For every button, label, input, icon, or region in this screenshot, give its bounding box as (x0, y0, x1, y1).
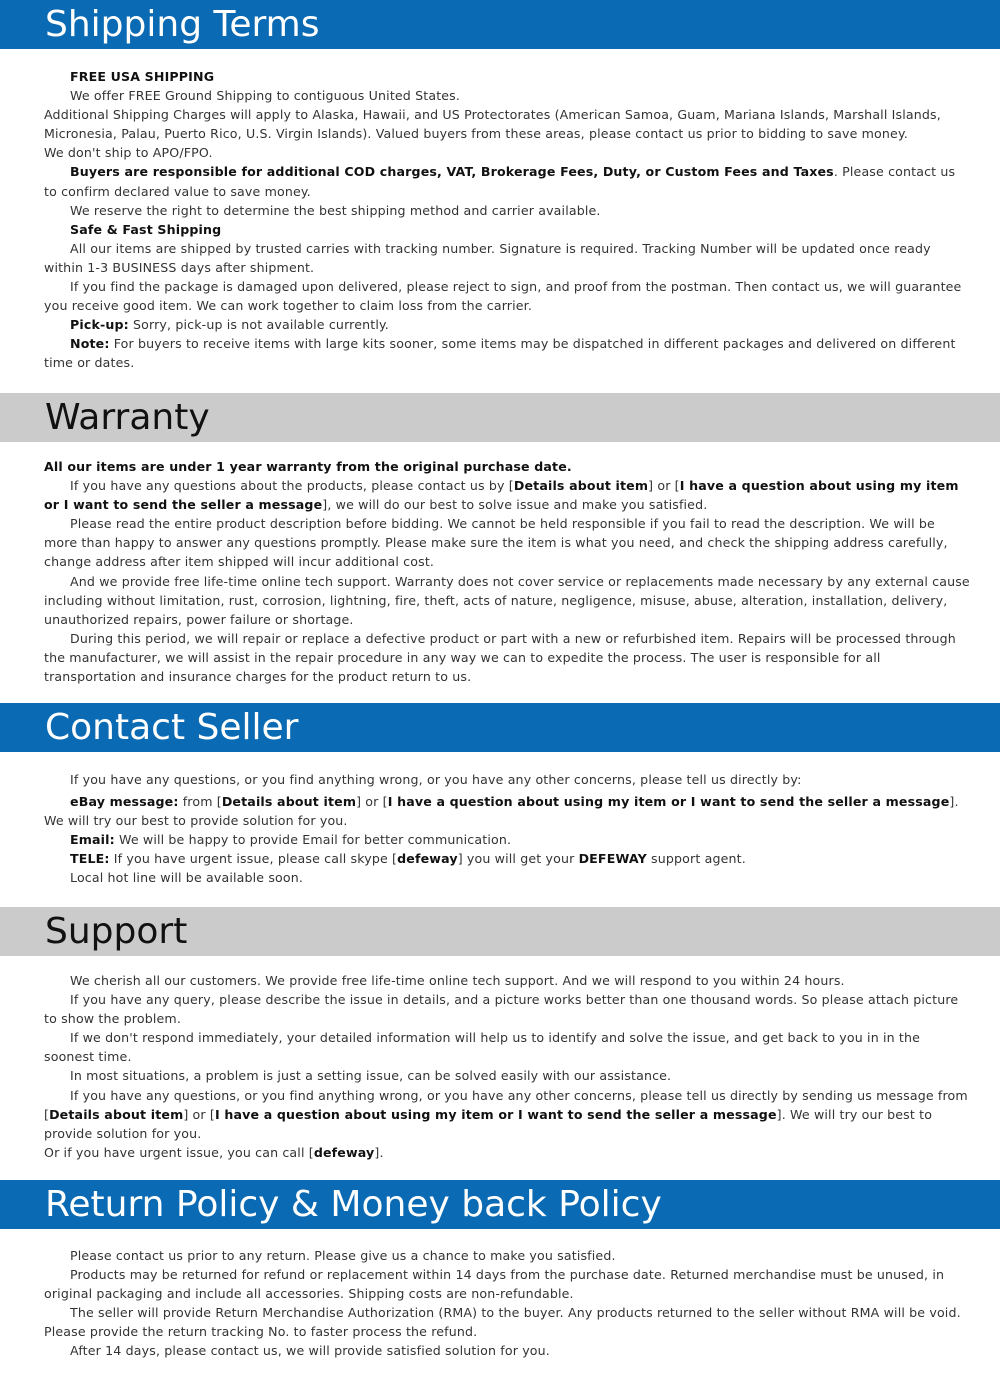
tele-paragraph: TELE: If you have urgent issue, please call skype [defeway] you will get your DEFEWAY support agent. (70, 851, 746, 867)
warranty-paragraph: During this period, we will repair or replace a defective product or part with a new or refurbished item. Repairs will be processed through the manufacturer, we will assist in the repair procedure in any way we can to expedite the process. The user is responsible for all transportation and insurance charges for the product return to us. (44, 630, 956, 685)
shipping-paragraph: All our items are shipped by trusted carries with tracking number. Signature is required. Tracking Number will be updated once ready within 1-3 BUSINESS days after shipment. (44, 240, 931, 275)
shipping-paragraph: Additional Shipping Charges will apply to Alaska, Hawaii, and US Protectorates (American Samoa, Guam, Mariana Islands, Marshall Islands, Micronesia, Palau, Puerto Rico, U.S. Virgin Islands). Valued buyers from these areas, please contact us prior to bidding to save money. (44, 107, 941, 142)
return-paragraph: After 14 days, please contact us, we will provide satisfied solution for you. (70, 1343, 550, 1359)
warranty-paragraph: And we provide free life-time online tech support. Warranty does not cover service or replacements made necessary by any external cause including without limitation, rust, corrosion, lightning, fire, theft, acts of nature, negligence, misuse, abuse, alteration, installation, delivery, unauthorized repairs, power failure or shortage. (44, 573, 970, 627)
warranty-section (44, 457, 972, 686)
support-paragraph: We cherish all our customers. We provide free life-time online tech support. And we will respond to you within 24 hours. (70, 973, 845, 988)
safe-fast-shipping-heading: Safe & Fast Shipping (70, 221, 222, 237)
shipping-terms-title: Shipping Terms (45, 4, 320, 45)
support-paragraph: Or if you have urgent issue, you can call [defeway]. (44, 1144, 384, 1160)
warranty-heading: All our items are under 1 year warranty from the original purchase date. (44, 459, 572, 474)
return-paragraph: Please contact us prior to any return. Please give us a chance to make you satisfied. (70, 1248, 616, 1263)
ebay-message-paragraph: eBay message: from [Details about item] or [I have a question about using my item or I want to send the seller a message]. We will try our best to provide solution for you. (44, 794, 959, 829)
support-paragraph: In most situations, a problem is just a setting issue, can be solved easily with our assistance. (70, 1068, 672, 1084)
contact-seller-section (44, 770, 972, 888)
shipping-paragraph: Buyers are responsible for additional COD charges, VAT, Brokerage Fees, Duty, or Custom Fees and Taxes. Please contact us to confirm declared value to save money. (44, 164, 956, 199)
shipping-paragraph: If you find the package is damaged upon delivered, please reject to sign, and proof from the postman. Then contact us, we will guarantee you receive good item. We can work together to claim loss from the carrier. (44, 279, 962, 314)
return-policy-section (44, 1246, 972, 1361)
support-paragraph: If we don't respond immediately, your detailed information will help us to identify and solve the issue, and get back to you in in the soonest time. (44, 1030, 921, 1065)
return-paragraph: Products may be returned for refund or replacement within 14 days from the purchase date. Returned merchandise must be unused, in original packaging and include all accessories. Shipping costs are non-refundable. (44, 1267, 945, 1302)
warranty-header (0, 393, 1000, 442)
return-policy-title: Return Policy & Money back Policy (45, 1184, 662, 1225)
free-usa-shipping-heading: FREE USA SHIPPING (70, 69, 215, 84)
contact-seller-title: Contact Seller (45, 707, 299, 748)
support-paragraph: If you have any questions, or you find anything wrong, or you have any other concerns, please tell us directly by sending us message from [Details about item] or [I have a question about using my item or I want to send the seller a message]. We will try our best to provide solution for you. (44, 1087, 968, 1141)
warranty-paragraph: If you have any questions about the products, please contact us by [Details about item] or [I have a question about using my item or I want to send the seller a message], we will do our best to solve issue and make you satisfied. (44, 478, 959, 513)
support-paragraph: If you have any query, please describe the issue in details, and a picture works better than one thousand words. So please attach picture to show the problem. (44, 992, 959, 1027)
support-section (44, 971, 972, 1162)
shipping-terms-header (0, 0, 1000, 49)
warranty-title: Warranty (45, 397, 210, 438)
shipping-paragraph: We offer FREE Ground Shipping to contiguous United States. (70, 88, 461, 104)
warranty-paragraph: Please read the entire product description before bidding. We cannot be held responsible if you fail to read the description. We will be more than happy to answer any questions promptly. Please make sure the item is what you need, and check the shipping address carefully, change address after item shipped will incur additional cost. (44, 516, 948, 570)
contact-seller-header (0, 703, 1000, 752)
note-paragraph: Note: For buyers to receive items with large kits sooner, some items may be dispatched in different packages and delivered on different time or dates. (44, 336, 956, 371)
shipping-paragraph: We reserve the right to determine the best shipping method and carrier available. (70, 202, 601, 218)
shipping-paragraph: We don't ship to APO/FPO. (44, 145, 213, 161)
return-policy-header (0, 1180, 1000, 1229)
hotline-paragraph: Local hot line will be available soon. (70, 870, 304, 886)
pickup-paragraph: Pick-up: Sorry, pick-up is not available currently. (70, 317, 389, 333)
support-header (0, 907, 1000, 956)
shipping-terms-section (44, 67, 972, 373)
contact-intro: If you have any questions, or you find anything wrong, or you have any other concerns, please tell us directly by: (70, 772, 802, 787)
support-title: Support (45, 911, 188, 952)
email-paragraph: Email: We will be happy to provide Email for better communication. (70, 832, 512, 848)
return-paragraph: The seller will provide Return Merchandise Authorization (RMA) to the buyer. Any products returned to the seller without RMA will be void. Please provide the return tracking No. to faster process the refund. (44, 1305, 961, 1340)
